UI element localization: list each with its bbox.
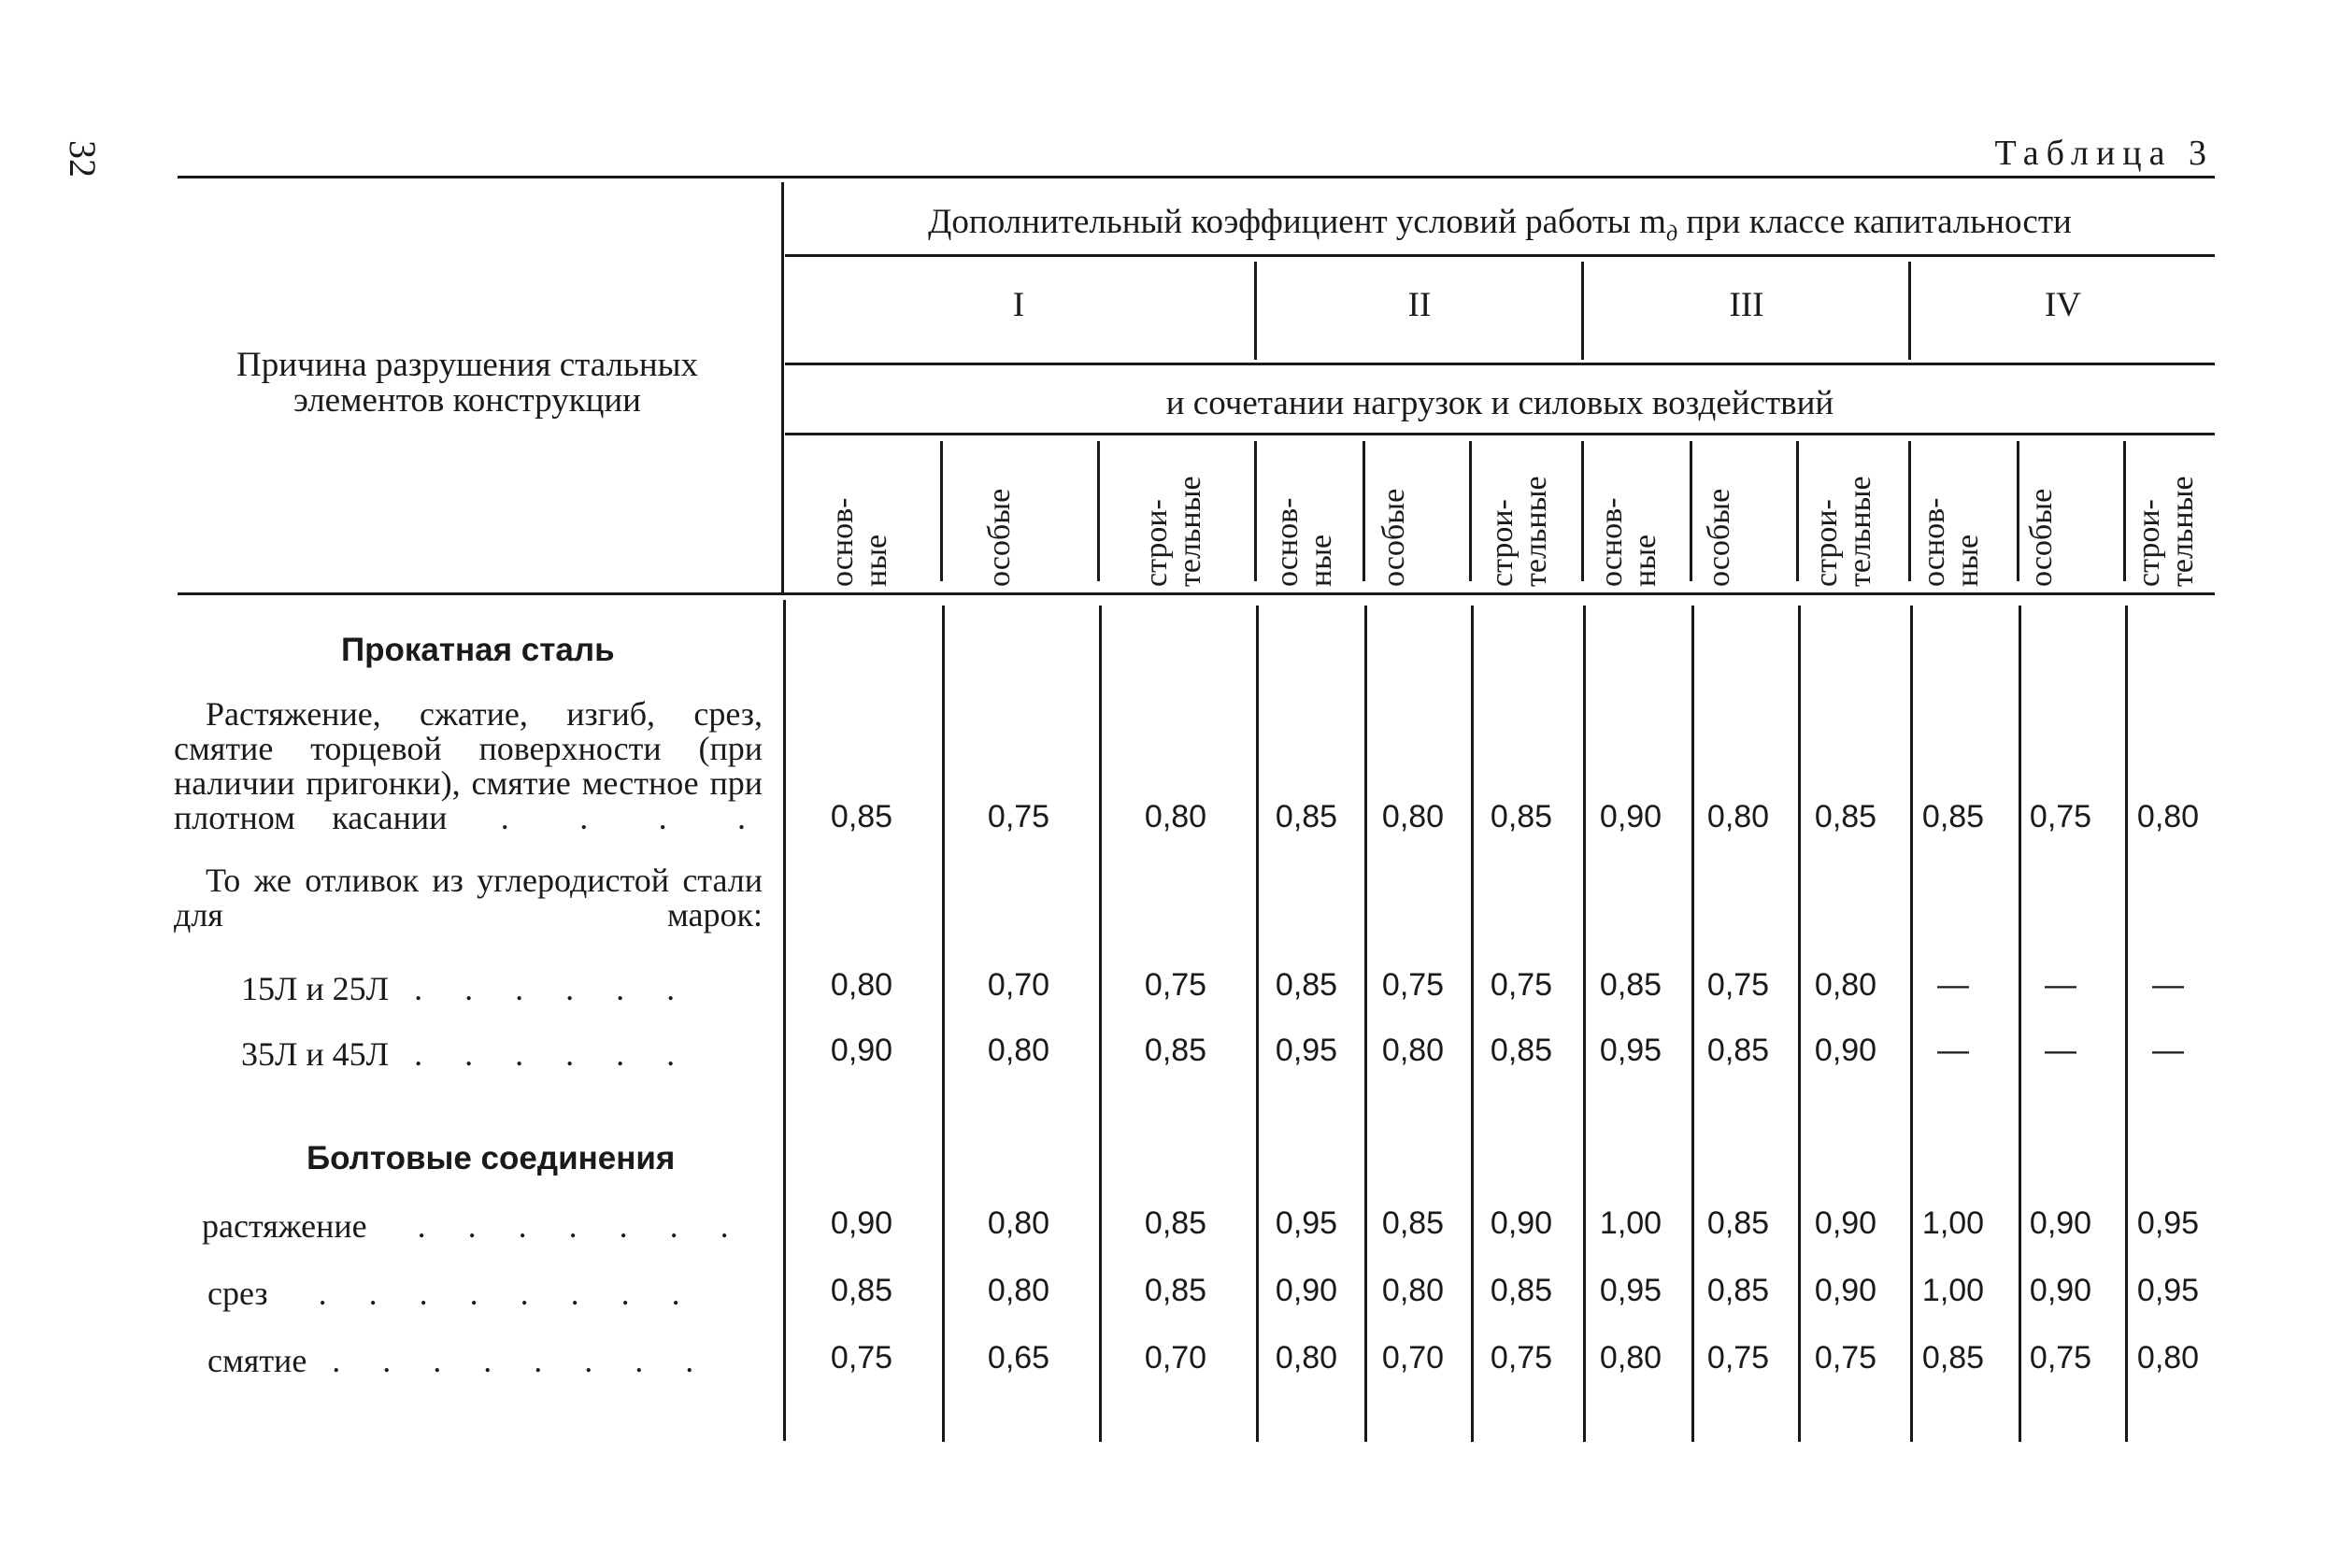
table-cell: 0,80	[987, 1033, 1050, 1068]
table-cell: 0,80	[1144, 799, 1207, 834]
sub-column-header: основ- ные	[1270, 497, 1338, 587]
sub-column-divider	[1469, 441, 1472, 581]
table-cell: 0,80	[1381, 1033, 1445, 1068]
sub-column-divider	[2017, 441, 2019, 581]
table-cell: 0,85	[1921, 799, 1985, 834]
table-cell: 0,90	[1599, 799, 1662, 834]
table-cell: 0,80	[1814, 967, 1877, 1003]
sub-column-header: особые	[982, 488, 1017, 587]
table-cell: 0,65	[987, 1340, 1050, 1376]
table-cell: 0,70	[987, 967, 1050, 1003]
sub-column-header: особые	[2024, 488, 2059, 587]
body-column-divider	[1798, 606, 1801, 1442]
leader-dots: . . . . . . . .	[267, 1275, 697, 1312]
table-cell: 0,85	[1599, 967, 1662, 1003]
table-cell: 0,70	[1144, 1340, 1207, 1376]
table-cell: 0,75	[1814, 1340, 1877, 1376]
table-cell: 0,75	[1490, 1340, 1553, 1376]
table-cell: 0,85	[1144, 1033, 1207, 1068]
sub-column-divider	[1581, 441, 1584, 581]
body-column-divider	[1691, 606, 1694, 1442]
body-column-divider	[1364, 606, 1367, 1442]
sub-column-divider	[1097, 441, 1100, 581]
sub-column-divider	[2123, 441, 2126, 581]
sub-column-divider	[1254, 441, 1257, 581]
cause-column-header: Причина разрушения стальных элементов конструкции	[235, 346, 699, 420]
table-cell: 0,85	[1144, 1205, 1207, 1241]
row-label-bearing	[207, 1344, 768, 1378]
table-cell: 0,85	[1490, 1273, 1553, 1308]
table-cell: 0,85	[1814, 799, 1877, 834]
table-cell: —	[2152, 1033, 2184, 1068]
table-cell: 0,85	[1381, 1205, 1445, 1241]
table-cell: 0,75	[1144, 967, 1207, 1003]
body-column-divider	[2019, 606, 2021, 1442]
table-cell: 0,75	[2029, 1340, 2092, 1376]
row-label-15l	[241, 972, 764, 1006]
row-label-15l-text: 15Л и 25Л	[241, 970, 390, 1007]
table-cell: 0,75	[1381, 967, 1445, 1003]
table-cell: 0,85	[1275, 967, 1338, 1003]
body-column-divider	[942, 606, 945, 1442]
table-cell: 0,95	[1599, 1033, 1662, 1068]
row-label-35l-text: 35Л и 45Л	[241, 1035, 390, 1073]
table-cell: 0,75	[1706, 1340, 1770, 1376]
coef-title-suffix: при классе капитальности	[1686, 203, 2072, 241]
leader-dots: . . . . . . . .	[307, 1342, 711, 1379]
sub-column-header: особые	[1702, 488, 1736, 587]
table-cell: —	[1937, 1033, 1969, 1068]
main-divider-body	[783, 600, 786, 1441]
table-cell: 0,90	[830, 1033, 893, 1068]
row-label-shear-text: срез	[207, 1275, 268, 1312]
sub-column-header: строи- тельные	[2132, 476, 2200, 587]
table-cell: —	[2045, 1033, 2076, 1068]
table-cell: 0,95	[2136, 1205, 2200, 1241]
table-label: Таблица 3	[1994, 134, 2214, 173]
section-bolted-joints: Болтовые соединения	[307, 1140, 676, 1176]
table-cell: 0,80	[1381, 1273, 1445, 1308]
main-divider	[781, 182, 784, 593]
table-cell: 0,85	[1275, 799, 1338, 834]
table-cell: 0,80	[830, 967, 893, 1003]
table-cell: 1,00	[1921, 1205, 1985, 1241]
table-cell: 0,90	[1814, 1273, 1877, 1308]
table-cell: 0,80	[1706, 799, 1770, 834]
sub-column-header: особые	[1377, 488, 1411, 587]
sub-column-divider	[1908, 441, 1911, 581]
sub-column-divider	[1363, 441, 1365, 581]
header-bottom-rule	[178, 592, 2215, 595]
header-rule-3	[785, 433, 2215, 435]
table-cell: 0,80	[1599, 1340, 1662, 1376]
table-cell: 0,95	[1599, 1273, 1662, 1308]
header-rule-1	[785, 254, 2215, 257]
sub-column-header: основ- ные	[1917, 497, 1985, 587]
table-cell: 0,75	[2029, 799, 2092, 834]
coef-subscript: д	[1665, 221, 1678, 247]
table-cell: 0,85	[1706, 1033, 1770, 1068]
table-cell: 0,75	[1706, 967, 1770, 1003]
class-I-label: I	[1012, 286, 1025, 324]
class-III-label: III	[1729, 286, 1764, 324]
sub-column-header: строи- тельные	[1139, 476, 1207, 587]
page-number: 32	[62, 140, 104, 178]
row-label-tension	[202, 1209, 763, 1244]
table-cell: 0,75	[830, 1340, 893, 1376]
table-cell: 0,70	[1381, 1340, 1445, 1376]
sub-column-header: основ- ные	[1594, 497, 1662, 587]
class-divider-1	[1254, 262, 1257, 360]
table-cell: —	[2045, 967, 2076, 1003]
table-cell: 0,90	[1814, 1205, 1877, 1241]
table-cell: 0,80	[2136, 1340, 2200, 1376]
table-cell: 0,80	[2136, 799, 2200, 834]
row-label-tension-text: растяжение	[202, 1207, 367, 1245]
sub-column-header: основ- ные	[825, 497, 893, 587]
table-cell: 0,85	[1706, 1205, 1770, 1241]
table-cell: 0,95	[2136, 1273, 2200, 1308]
class-divider-2	[1581, 262, 1584, 360]
sub-column-divider	[940, 441, 943, 581]
sub-column-header: строи- тельные	[1809, 476, 1877, 587]
table-cell: 0,90	[1275, 1273, 1338, 1308]
row-label-35l	[241, 1037, 764, 1072]
table-cell: 0,85	[1490, 799, 1553, 834]
table-cell: 0,80	[987, 1273, 1050, 1308]
coef-title-text: Дополнительный коэффициент условий работы m	[928, 203, 1666, 241]
sub-column-divider	[1796, 441, 1799, 581]
table-cell: 0,80	[987, 1205, 1050, 1241]
table-cell: 1,00	[1921, 1273, 1985, 1308]
table-cell: 0,80	[1275, 1340, 1338, 1376]
table-cell: 0,85	[830, 1273, 893, 1308]
sub-column-header: строи- тельные	[1485, 476, 1553, 587]
top-rule	[178, 176, 2215, 178]
table-cell: 0,85	[1921, 1340, 1985, 1376]
body-column-divider	[2125, 606, 2128, 1442]
table-cell: 0,85	[1706, 1273, 1770, 1308]
table-cell: 0,90	[2029, 1205, 2092, 1241]
table-cell: 0,85	[830, 799, 893, 834]
leader-dots: . . . . . .	[389, 970, 692, 1007]
body-column-divider	[1099, 606, 1102, 1442]
row-label-rolled	[174, 697, 763, 835]
table-cell: 0,80	[1381, 799, 1445, 834]
coef-title	[785, 202, 2215, 247]
table-cell: 0,90	[2029, 1273, 2092, 1308]
table-cell: —	[2152, 967, 2184, 1003]
body-column-divider	[1256, 606, 1259, 1442]
combination-title: и сочетании нагрузок и силовых воздействий	[1165, 384, 1834, 422]
body-column-divider	[1910, 606, 1913, 1442]
row-label-shear	[207, 1276, 768, 1311]
table-cell: 0,75	[987, 799, 1050, 834]
row-label-castings: То же отливок из углеродистой стали для марок:	[174, 862, 763, 934]
sub-column-divider	[1690, 441, 1692, 581]
row-label-bearing-text: смятие	[207, 1342, 307, 1379]
table-cell: 0,90	[1490, 1205, 1553, 1241]
table-cell: 0,85	[1490, 1033, 1553, 1068]
body-column-divider	[1583, 606, 1586, 1442]
table-cell: 0,95	[1275, 1205, 1338, 1241]
leader-dots: . . . . . . .	[366, 1207, 746, 1245]
table-cell: 0,85	[1144, 1273, 1207, 1308]
section-rolled-steel: Прокатная сталь	[341, 632, 615, 668]
class-divider-3	[1908, 262, 1911, 360]
class-II-label: II	[1407, 286, 1432, 324]
header-rule-2	[785, 363, 2215, 365]
table-cell: 1,00	[1599, 1205, 1662, 1241]
table-cell: —	[1937, 967, 1969, 1003]
table-cell: 0,90	[1814, 1033, 1877, 1068]
row-label-rolled-text: Растяжение, сжатие, изгиб, срез, смятие торцевой поверхности (при наличии пригонки), смятие местное при плотном касании	[174, 695, 763, 836]
table-cell: 0,95	[1275, 1033, 1338, 1068]
class-IV-label: IV	[2044, 286, 2082, 324]
table-cell: 0,90	[830, 1205, 893, 1241]
table-cell: 0,75	[1490, 967, 1553, 1003]
leader-dots: . . . . . .	[389, 1035, 692, 1073]
leader-dots: . . . .	[447, 799, 763, 836]
body-column-divider	[1471, 606, 1474, 1442]
